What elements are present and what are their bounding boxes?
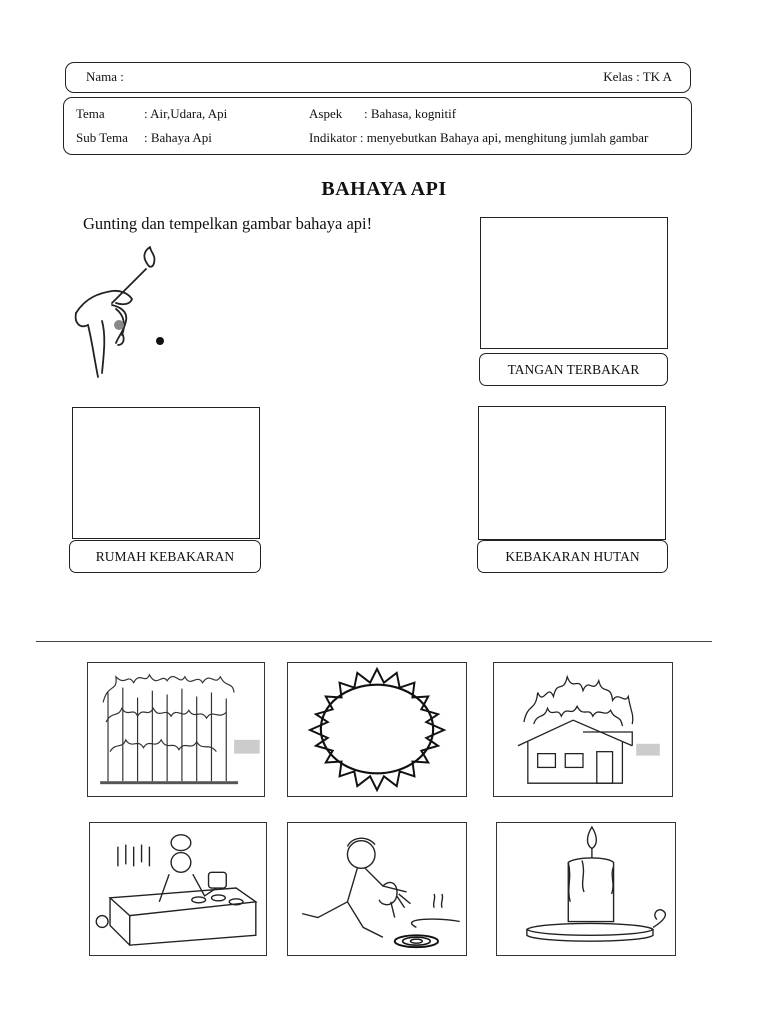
name-box [65,62,691,93]
aspek-label: Aspek [309,106,343,121]
tema-label: Tema [76,106,105,121]
burning-house-icon[interactable] [493,662,673,797]
sun-icon[interactable] [287,662,467,797]
nama-label: Nama : [86,69,124,84]
candle-icon[interactable] [496,822,676,956]
paste-area-kebakaran-hutan[interactable] [478,406,666,540]
instruction-text: Gunting dan tempelkan gambar bahaya api! [83,214,373,233]
forest-fire-icon[interactable] [87,662,265,797]
paste-area-rumah-kebakaran[interactable] [72,407,260,539]
kelas-label: Kelas : TK A [603,69,672,84]
label-tangan-terbakar: TANGAN TERBAKAR [479,353,668,386]
subtema-value: : Bahaya Api [144,130,212,145]
page-title: BAHAYA API [321,178,447,200]
label-rumah-kebakaran: RUMAH KEBAKARAN [69,540,261,573]
hand-match-icon [72,245,177,380]
indikator-text: Indikator : menyebutkan Bahaya api, menghitung jumlah gambar [309,130,649,145]
label-kebakaran-hutan: KEBAKARAN HUTAN [477,540,668,573]
cut-line [36,641,712,642]
chef-stove-icon[interactable] [89,822,267,956]
aspek-value: : Bahasa, kognitif [364,106,457,121]
bullet-dot [156,337,164,345]
subtema-label: Sub Tema [76,130,128,145]
theme-box [63,97,692,155]
burned-hand-kid-icon[interactable] [287,822,467,956]
paste-area-tangan-terbakar[interactable] [480,217,668,349]
tema-value: : Air,Udara, Api [144,106,228,121]
